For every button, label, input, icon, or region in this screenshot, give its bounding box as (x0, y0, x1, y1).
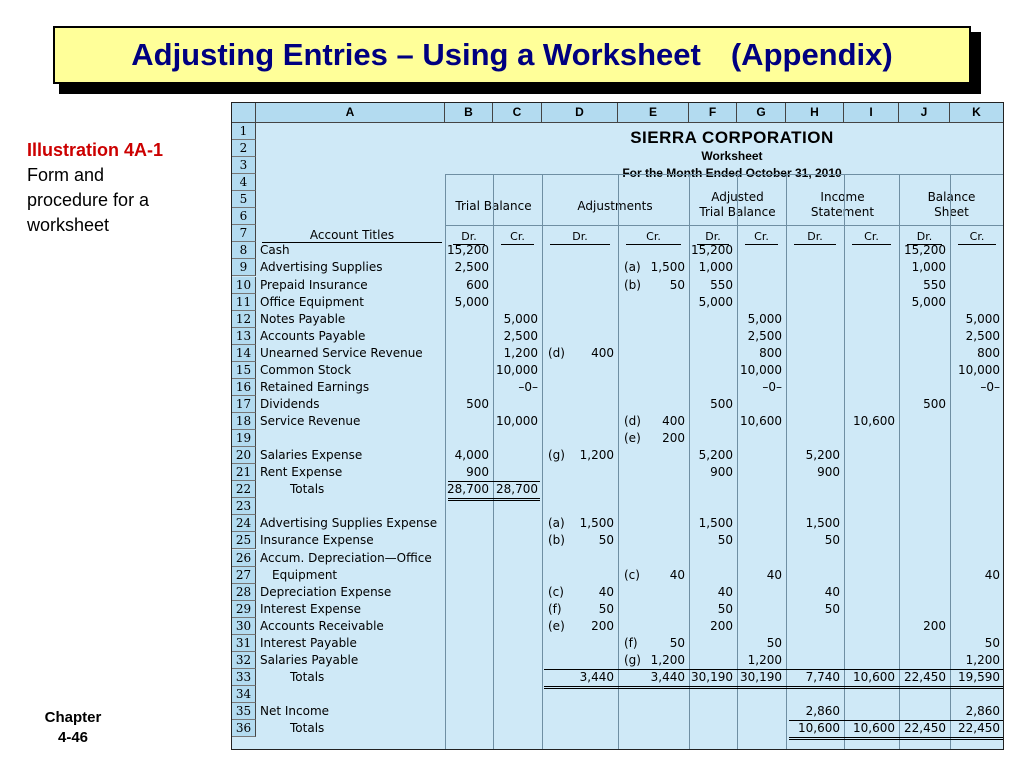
amount-cell: 900 (466, 465, 489, 480)
amount-cell: 22,450 (904, 721, 946, 736)
amount-cell: 50 (824, 533, 840, 548)
row-number: 27 (232, 567, 256, 584)
group-adjusted-line2: Trial Balance (699, 205, 776, 219)
account-title: Accounts Payable (260, 328, 366, 343)
group-adjustments: Adjustments (577, 199, 653, 213)
amount-cell: 900 (817, 465, 840, 480)
amount-cell: –0– (762, 379, 782, 394)
amount-cell: 10,600 (853, 414, 895, 429)
amount-cell: 3,440 (579, 669, 614, 684)
amount-cell: 500 (466, 396, 489, 411)
row-number: 2 (232, 140, 256, 157)
amount-cell: –0– (518, 379, 538, 394)
subheader-cr-i: Cr. (852, 230, 891, 245)
amount-cell: 50 (669, 277, 685, 292)
row-number: 8 (232, 242, 256, 259)
row-number: 24 (232, 515, 256, 532)
amount-cell: 40 (824, 584, 840, 599)
amount-cell: 40 (717, 584, 733, 599)
group-balance-sheet (899, 190, 1004, 220)
amount-cell: 1,500 (805, 516, 840, 531)
account-title: Advertising Supplies Expense (260, 516, 438, 531)
amount-cell: 10,000 (740, 362, 782, 377)
account-title: Totals (290, 669, 325, 684)
row-number: 28 (232, 584, 256, 601)
group-income-statement (787, 190, 898, 220)
grid-column-line (844, 174, 845, 750)
row-number: 14 (232, 345, 256, 362)
row-number: 18 (232, 413, 256, 430)
account-title: Interest Expense (260, 601, 361, 616)
row-number: 15 (232, 362, 256, 379)
amount-cell: 10,000 (496, 414, 538, 429)
worksheet-title: Worksheet (701, 149, 763, 163)
column-header-g: G (737, 103, 786, 123)
amount-cell: 10,600 (853, 669, 895, 684)
amount-cell: 2,500 (747, 328, 782, 343)
title-appendix: (Appendix) (730, 37, 893, 72)
row-number: 29 (232, 601, 256, 618)
column-header-c: C (493, 103, 542, 123)
grid-column-line (689, 174, 690, 750)
subheader-dr-h: Dr. (794, 230, 836, 245)
grid-column-line (445, 174, 446, 750)
amount-cell: 2,500 (965, 328, 1000, 343)
amount-cell: 1,000 (911, 260, 946, 275)
amount-cell: 22,450 (958, 721, 1000, 736)
amount-cell: 800 (759, 345, 782, 360)
account-title: Rent Expense (260, 465, 343, 480)
illustration-caption (27, 138, 227, 238)
adjustment-ref: (e) (548, 618, 565, 633)
grid-column-line (899, 174, 900, 750)
amount-cell: 40 (766, 567, 782, 582)
row-number: 30 (232, 618, 256, 635)
grid-column-line (618, 174, 619, 750)
company-name: SIERRA CORPORATION (630, 128, 834, 147)
amount-cell: 1,500 (579, 516, 614, 531)
amount-cell: 50 (669, 635, 685, 650)
group-adjusted-line1: Adjusted (711, 190, 764, 204)
amount-cell: 400 (591, 345, 614, 360)
amount-cell: 30,190 (691, 669, 733, 684)
row-number: 7 (232, 225, 256, 242)
amount-cell: 1,200 (579, 448, 614, 463)
slide-title (131, 37, 892, 73)
worksheet-spreadsheet (231, 102, 1004, 750)
amount-cell: 5,000 (454, 294, 489, 309)
subheader-cr-c: Cr. (501, 230, 534, 245)
adjustment-ref: (e) (624, 431, 641, 446)
amount-cell: 550 (923, 277, 946, 292)
row-number: 17 (232, 396, 256, 413)
chapter-footer (38, 708, 108, 748)
grid-column-line (542, 174, 543, 750)
account-title: Totals (290, 721, 325, 736)
caption-line-1: Form and (27, 165, 105, 185)
row-number: 20 (232, 447, 256, 464)
row-number: 34 (232, 686, 256, 703)
amount-cell: 1,200 (650, 652, 685, 667)
amount-cell: –0– (980, 379, 1000, 394)
subheader-dr-d: Dr. (550, 230, 610, 245)
row-number: 23 (232, 498, 256, 515)
amount-cell: 800 (977, 345, 1000, 360)
column-header-a: A (256, 103, 445, 123)
row-number: 21 (232, 464, 256, 481)
row-number: 5 (232, 191, 256, 208)
adjustment-ref: (c) (624, 567, 640, 582)
subheader-cr-g: Cr. (745, 230, 778, 245)
amount-cell: 5,200 (698, 448, 733, 463)
amount-cell: 40 (598, 584, 614, 599)
account-title: Unearned Service Revenue (260, 345, 423, 360)
page-number: 4-46 (57, 729, 89, 746)
amount-cell: 600 (466, 277, 489, 292)
account-title: Dividends (260, 396, 320, 411)
amount-cell: 40 (984, 567, 1000, 582)
account-titles-header: Account Titles (262, 228, 442, 243)
row-number: 4 (232, 174, 256, 191)
single-rule (544, 669, 1004, 670)
title-main: Adjusting Entries – Using a Worksheet (131, 37, 701, 72)
account-title: Depreciation Expense (260, 584, 392, 599)
amount-cell: 10,000 (496, 362, 538, 377)
amount-cell: 5,000 (965, 311, 1000, 326)
row-number: 35 (232, 703, 256, 720)
caption-line-2: procedure for a (27, 190, 150, 210)
amount-cell: 22,450 (904, 669, 946, 684)
column-header-f: F (689, 103, 737, 123)
amount-cell: 50 (717, 601, 733, 616)
row-number: 26 (232, 550, 256, 567)
worksheet-period: For the Month Ended October 31, 2010 (622, 166, 842, 180)
amount-cell: 1,200 (503, 345, 538, 360)
grid-column-line (950, 174, 951, 750)
subheader-cr-k: Cr. (958, 230, 996, 245)
group-balance-line2: Sheet (934, 205, 969, 219)
row-number: 3 (232, 157, 256, 174)
amount-cell: 500 (710, 396, 733, 411)
double-rule (448, 498, 540, 501)
subheader-dr-f: Dr. (697, 230, 729, 245)
amount-cell: 1,500 (698, 516, 733, 531)
amount-cell: 400 (662, 414, 685, 429)
double-rule (544, 686, 1004, 689)
grid-header-line (445, 225, 1004, 226)
column-header-j: J (899, 103, 950, 123)
amount-cell: 10,600 (798, 721, 840, 736)
amount-cell: 900 (710, 465, 733, 480)
account-title: Retained Earnings (260, 379, 370, 394)
column-header-i: I (844, 103, 899, 123)
adjustment-ref: (a) (624, 260, 641, 275)
single-rule (448, 481, 540, 482)
grid-column-line (786, 174, 787, 750)
row-number: 31 (232, 635, 256, 652)
row-number: 11 (232, 294, 256, 311)
amount-cell: 10,600 (740, 414, 782, 429)
grid-column-line (493, 174, 494, 750)
double-rule (789, 737, 1004, 740)
row-number: 1 (232, 123, 256, 140)
account-title: Salaries Expense (260, 448, 363, 463)
amount-cell: 50 (598, 601, 614, 616)
chapter-label: Chapter (44, 709, 102, 726)
single-rule (789, 720, 1004, 721)
amount-cell: 5,000 (698, 294, 733, 309)
adjustment-ref: (b) (624, 277, 641, 292)
amount-cell: 3,440 (650, 669, 685, 684)
amount-cell: 50 (766, 635, 782, 650)
amount-cell: 15,200 (447, 243, 489, 258)
row-number: 36 (232, 720, 256, 737)
adjustment-ref: (c) (548, 584, 564, 599)
amount-cell: 200 (923, 618, 946, 633)
subheader-dr-b: Dr. (453, 230, 485, 245)
row-number: 9 (232, 259, 256, 276)
group-trial-balance: Trial Balance (455, 199, 532, 213)
adjustment-ref: (d) (624, 414, 641, 429)
row-number: 6 (232, 208, 256, 225)
amount-cell: 50 (717, 533, 733, 548)
amount-cell: 550 (710, 277, 733, 292)
account-title: Common Stock (260, 362, 352, 377)
subheader-cr-e: Cr. (626, 230, 681, 245)
amount-cell: 50 (598, 533, 614, 548)
column-header-d: D (542, 103, 618, 123)
adjustment-ref: (f) (548, 601, 562, 616)
account-title: Accounts Receivable (260, 618, 384, 633)
account-title: Salaries Payable (260, 652, 359, 667)
account-title: Net Income (260, 704, 330, 719)
subheader-dr-j: Dr. (907, 230, 942, 245)
account-title: Accum. Depreciation—Office (260, 550, 432, 565)
amount-cell: 15,200 (904, 243, 946, 258)
adjustment-ref: (d) (548, 345, 565, 360)
row-number: 12 (232, 311, 256, 328)
amount-cell: 30,190 (740, 669, 782, 684)
adjustment-ref: (g) (548, 448, 565, 463)
amount-cell: 1,200 (965, 652, 1000, 667)
amount-cell: 2,860 (805, 704, 840, 719)
adjustment-ref: (a) (548, 516, 565, 531)
group-balance-line1: Balance (927, 190, 976, 204)
amount-cell: 5,200 (805, 448, 840, 463)
adjustment-ref: (g) (624, 652, 641, 667)
account-title: Equipment (272, 567, 338, 582)
account-title: Advertising Supplies (260, 260, 383, 275)
amount-cell: 50 (824, 601, 840, 616)
amount-cell: 4,000 (454, 448, 489, 463)
column-header-e: E (618, 103, 689, 123)
column-header-h: H (786, 103, 844, 123)
amount-cell: 5,000 (747, 311, 782, 326)
row-number: 19 (232, 430, 256, 447)
row-number: 10 (232, 277, 256, 294)
account-title: Totals (290, 482, 325, 497)
amount-cell: 28,700 (496, 482, 538, 497)
amount-cell: 28,700 (447, 482, 489, 497)
amount-cell: 1,200 (747, 652, 782, 667)
amount-cell: 200 (662, 431, 685, 446)
title-banner (53, 26, 971, 84)
amount-cell: 2,500 (454, 260, 489, 275)
amount-cell: 50 (984, 635, 1000, 650)
row-number: 13 (232, 328, 256, 345)
row-number: 25 (232, 532, 256, 549)
row-number: 33 (232, 669, 256, 686)
amount-cell: 200 (591, 618, 614, 633)
amount-cell: 15,200 (691, 243, 733, 258)
amount-cell: 200 (710, 618, 733, 633)
illustration-number: Illustration 4A-1 (27, 140, 164, 160)
amount-cell: 10,000 (958, 362, 1000, 377)
account-title: Prepaid Insurance (260, 277, 368, 292)
amount-cell: 1,000 (698, 260, 733, 275)
account-title: Cash (260, 243, 290, 258)
column-header-k: K (950, 103, 1004, 123)
amount-cell: 1,500 (650, 260, 685, 275)
amount-cell: 40 (669, 567, 685, 582)
group-income-line2: Statement (810, 205, 875, 219)
amount-cell: 2,860 (965, 704, 1000, 719)
account-title: Service Revenue (260, 414, 361, 429)
account-title: Insurance Expense (260, 533, 374, 548)
account-title: Notes Payable (260, 311, 346, 326)
amount-cell: 5,000 (503, 311, 538, 326)
amount-cell: 7,740 (805, 669, 840, 684)
adjustment-ref: (f) (624, 635, 638, 650)
amount-cell: 5,000 (911, 294, 946, 309)
amount-cell: 500 (923, 396, 946, 411)
grid-column-line (737, 174, 738, 750)
amount-cell: 2,500 (503, 328, 538, 343)
row-number: 32 (232, 652, 256, 669)
account-title: Interest Payable (260, 635, 357, 650)
row-number: 22 (232, 481, 256, 498)
adjustment-ref: (b) (548, 533, 565, 548)
grid-header-line (445, 174, 1004, 175)
amount-cell: 10,600 (853, 721, 895, 736)
column-header-corner (232, 103, 256, 123)
account-title: Office Equipment (260, 294, 364, 309)
caption-line-3: worksheet (27, 215, 110, 235)
row-number: 16 (232, 379, 256, 396)
column-header-b: B (445, 103, 493, 123)
group-income-line1: Income (820, 190, 865, 204)
amount-cell: 19,590 (958, 669, 1000, 684)
